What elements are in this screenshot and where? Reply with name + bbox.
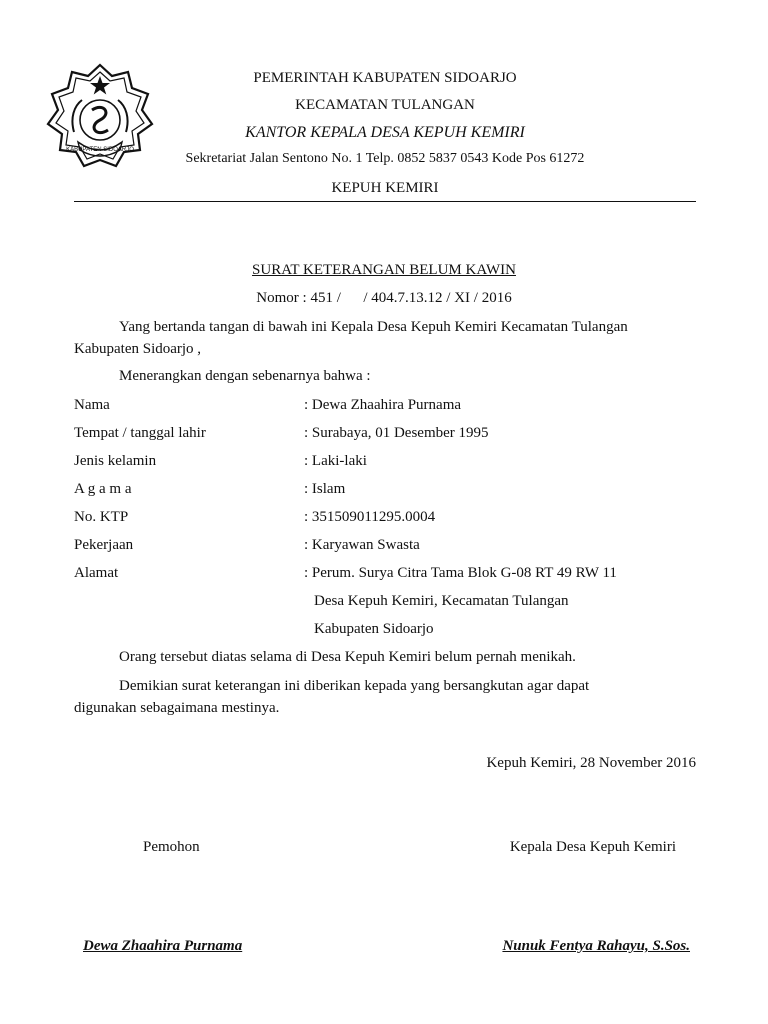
intro-paragraph: Yang bertanda tangan di bawah ini Kepala Desa Kepuh Kemiri Kecamatan Tulangan [119, 319, 628, 335]
letter-title: SURAT KETERANGAN BELUM KAWIN [252, 262, 516, 278]
field-value-gender: : Laki-laki [304, 453, 367, 469]
field-value-religion: : Islam [304, 481, 346, 497]
field-value-address-line2: Desa Kepuh Kemiri, Kecamatan Tulangan [314, 593, 569, 609]
field-value-name: : Dewa Zhaahira Purnama [304, 397, 462, 413]
field-label-religion: A g a m a [74, 481, 132, 497]
field-value-birth: : Surabaya, 01 Desember 1995 [304, 425, 489, 441]
place-date: Kepuh Kemiri, 28 November 2016 [486, 755, 696, 771]
letterhead-divider [74, 201, 696, 202]
states-line: Menerangkan dengan sebenarnya bahwa : [119, 368, 371, 384]
letterhead-district: KECAMATAN TULANGAN [295, 97, 475, 113]
field-label-name: Nama [74, 397, 110, 413]
applicant-role: Pemohon [143, 839, 200, 855]
letterhead-government: PEMERINTAH KABUPATEN SIDOARJO [253, 70, 517, 86]
field-value-id: : 351509011295.0004 [304, 509, 436, 525]
closing-paragraph-cont: digunakan sebagaimana mestinya. [74, 700, 280, 716]
intro-paragraph-cont: Kabupaten Sidoarjo , [74, 341, 202, 357]
village-head-role: Kepala Desa Kepuh Kemiri [509, 839, 676, 855]
letterhead-office: KANTOR KEPALA DESA KEPUH KEMIRI [245, 124, 525, 141]
field-value-address: : Perum. Surya Citra Tama Blok G-08 RT 49 RW 11 [304, 565, 617, 581]
letter-number: Nomor : 451 / / 404.7.13.12 / XI / 2016 [256, 290, 512, 306]
closing-paragraph: Demikian surat keterangan ini diberikan kepada yang bersangkutan agar dapat [119, 678, 590, 694]
seal-banner-text: KABUPATEN SIDOARJO [66, 147, 134, 153]
letterhead-address: Sekretariat Jalan Sentono No. 1 Telp. 0852 5837 0543 Kode Pos 61272 [185, 151, 585, 166]
field-label-id: No. KTP [74, 509, 129, 525]
field-value-occupation: : Karyawan Swasta [304, 537, 420, 553]
village-head-name: Nunuk Fentya Rahayu, S.Sos. [502, 938, 690, 954]
field-label-birth: Tempat / tanggal lahir [74, 425, 206, 441]
applicant-name: Dewa Zhaahira Purnama [83, 938, 243, 954]
letterhead-village: KEPUH KEMIRI [331, 180, 439, 196]
field-label-address: Alamat [74, 565, 119, 581]
field-label-gender: Jenis kelamin [74, 453, 157, 469]
field-label-occupation: Pekerjaan [74, 537, 134, 553]
statement-paragraph: Orang tersebut diatas selama di Desa Kepuh Kemiri belum pernah menikah. [119, 649, 576, 665]
field-value-address-line3: Kabupaten Sidoarjo [314, 621, 434, 637]
